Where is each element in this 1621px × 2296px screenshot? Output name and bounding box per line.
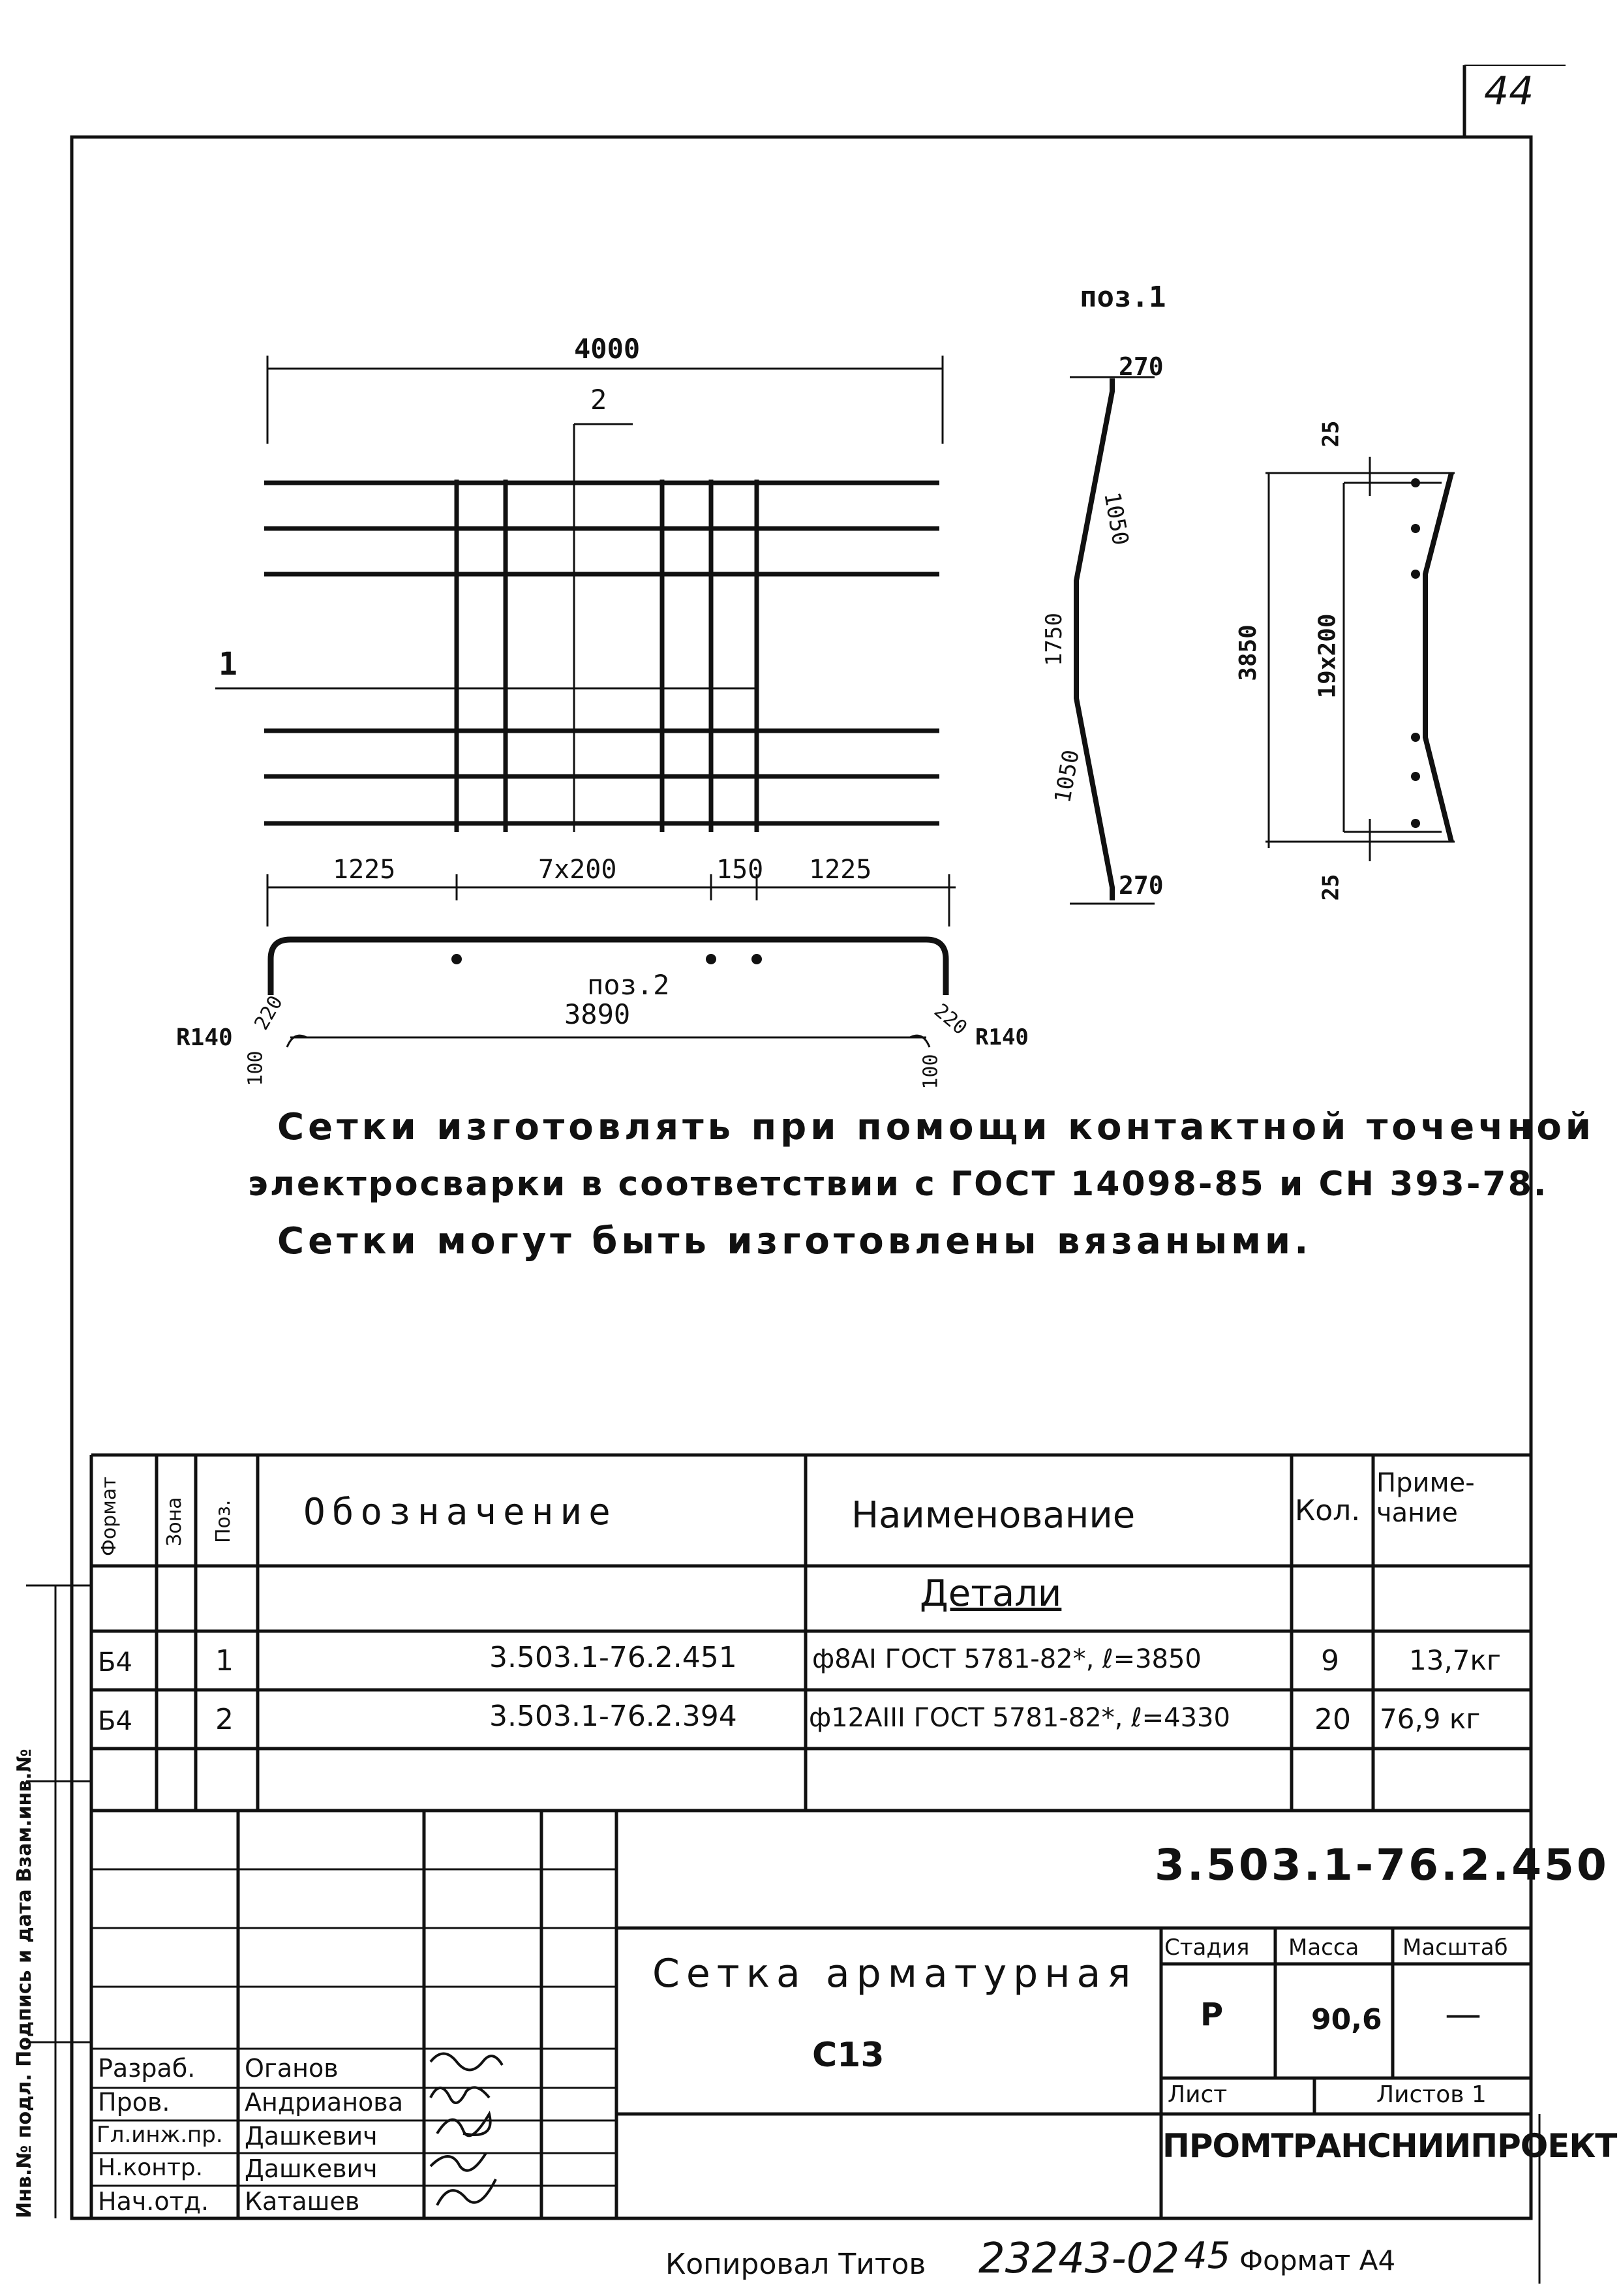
bar2-radius-left: R140 [176,1024,233,1051]
pos1-marker: 1 [219,646,237,682]
role-1: Разраб. [98,2054,196,2083]
bar2-dim-100-left: 100 [244,1050,267,1086]
row1-note: 13,7кг [1409,1644,1501,1676]
section-details: Детали [920,1572,1062,1615]
pos2-marker: 2 [590,384,607,416]
row1-pos: 1 [215,1644,234,1677]
pos2-label: поз.2 [587,969,670,1001]
note-line-3: Сетки могут быть изготовлены вязаными. [277,1220,1312,1263]
footer-order: 23243-02 [978,2235,1180,2283]
bar1-seg-lower: 1050 [1050,748,1085,805]
bar1-top-270: 270 [1119,352,1164,381]
row2-qty: 20 [1314,1703,1351,1736]
bar2-radius-right: R140 [975,1024,1029,1050]
side-stamp: Инв.№ подл. Подпись и дата Взам.инв.№ [13,1749,36,2218]
title-line-1: Сетка арматурная [652,1951,1138,1997]
row1-name: ф8АI ГОСТ 5781-82*, ℓ=3850 [812,1644,1202,1674]
signatures [431,2054,502,2206]
hdr-designation: Обозначение [303,1491,617,1533]
sheets-label: Листов 1 [1376,2081,1487,2108]
role-2: Пров. [98,2088,170,2117]
spacing-mid: 7x200 [538,855,617,885]
stage-label: Стадия [1164,1935,1250,1961]
title-line-2: С13 [812,2036,885,2075]
role-5: Нач.отд. [98,2187,209,2216]
scale-value: — [1445,1993,1481,2036]
spacing-right: 1225 [809,855,872,885]
sheet-number: 44 [1484,69,1534,114]
hdr-pos: Поз. [212,1499,235,1543]
bar1-bottom-270: 270 [1119,871,1164,900]
bar1-seg-mid: 1750 [1040,613,1067,666]
mesh-horizontal-bars [264,483,939,823]
spacing-left: 1225 [333,855,396,885]
weld-dots [451,478,1420,964]
role-1-name: Оганов [245,2054,339,2083]
row2-format: Б4 [98,1706,132,1736]
hdr-note: Приме-чание [1376,1468,1475,1528]
role-3-name: Дашкевич [245,2122,378,2151]
pos1-label: поз.1 [1080,281,1166,314]
footer-copied: Копировал Титов [665,2248,926,2281]
mesh-vertical-bars [457,480,757,832]
stage-value: Р [1200,1997,1224,2033]
row1-designation: 3.503.1-76.2.451 [489,1641,737,1674]
row2-pos: 2 [215,1703,234,1736]
bar2-length: 3890 [564,998,631,1030]
mass-value: 90,6 [1311,2003,1382,2036]
side-spacing: 19x200 [1314,613,1341,699]
spacing-150: 150 [716,855,764,885]
scale-label: Масштаб [1402,1935,1508,1961]
row2-note: 76,9 кг [1380,1703,1481,1735]
bar2-dim-220-right: 220 [930,999,972,1040]
pos1-bar-shape [1076,378,1112,900]
note-line-1: Сетки изготовлять при помощи контактной точечной [277,1106,1596,1148]
row1-qty: 9 [1321,1644,1339,1677]
role-4-name: Дашкевич [245,2154,378,2183]
role-4: Н.контр. [98,2154,204,2181]
mesh-overall-width: 4000 [574,333,641,365]
side-top-25: 25 [1318,420,1344,448]
sheet-label: Лист [1168,2081,1228,2108]
bar2-dim-100-right: 100 [919,1054,943,1090]
organization: ПРОМТРАНСНИИПРОЕКТ [1162,2127,1617,2165]
side-bottom-25: 25 [1318,874,1344,901]
hdr-format: Формат [98,1477,121,1556]
footer-page: 45 [1184,2235,1231,2277]
row2-name: ф12АIII ГОСТ 5781-82*, ℓ=4330 [809,1703,1230,1733]
role-2-name: Андрианова [245,2088,403,2117]
doc-code: 3.503.1-76.2.450 [1155,1840,1609,1890]
role-3: Гл.инж.пр. [97,2122,223,2148]
side-view-bar [1425,473,1451,842]
row2-designation: 3.503.1-76.2.394 [489,1700,737,1733]
bar2-dim-220-left: 220 [250,992,288,1034]
role-5-name: Каташев [245,2187,360,2216]
hdr-zone: Зона [163,1497,186,1546]
mass-label: Масса [1288,1935,1359,1961]
note-line-2: электросварки в соответствии с ГОСТ 14098-85 и СН 393-78. [248,1165,1549,1204]
row1-format: Б4 [98,1647,132,1677]
bar1-seg-upper: 1050 [1098,490,1134,547]
footer-format: Формат А4 [1239,2244,1396,2276]
hdr-qty: Кол. [1295,1494,1361,1527]
hdr-name: Наименование [851,1494,1136,1537]
side-total: 3850 [1234,624,1262,681]
